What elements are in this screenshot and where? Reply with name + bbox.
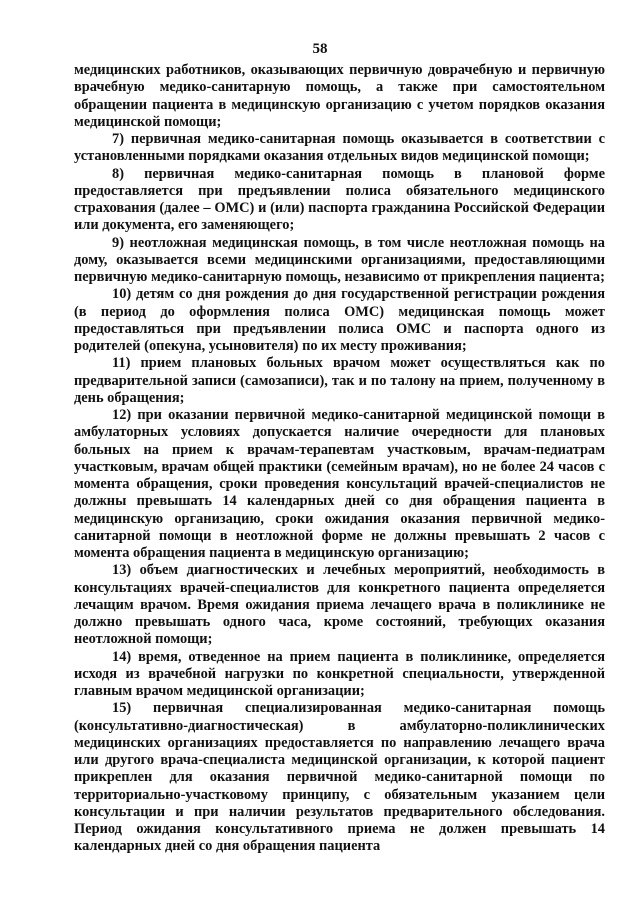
paragraph-item-13: 13) объем диагностических и лечебных мероприятий, необходимость в консультациях врачей-специалистов для конкретного пациента определяется лечащим врачом. Время ожидания приема лечащего врача в поликлинике не должно превышать одного часа, кроме состояний, требующих оказания неотложной помощи;	[74, 562, 605, 648]
paragraph-item-7: 7) первичная медико-санитарная помощь оказывается в соответствии с установленными порядками оказания отдельных видов медицинской помощи;	[74, 131, 605, 165]
paragraph-item-11: 11) прием плановых больных врачом может осуществляться как по предварительной записи (самозаписи), так и по талону на прием, полученному в день обращения;	[74, 355, 605, 406]
paragraph-item-8: 8) первичная медико-санитарная помощь в плановой форме предоставляется при предъявлении полиса обязательного медицинского страхования (далее – ОМС) и (или) паспорта гражданина Российской Федерации или документа, его заменяющего;	[74, 165, 605, 234]
paragraph-continuation: медицинских работников, оказывающих первичную доврачебную и первичную врачебную медико-санитарную помощь, а также при самостоятельном обращении пациента в медицинскую организацию с учетом порядков оказания медицинской помощи;	[74, 62, 605, 130]
paragraph-item-15: 15) первичная специализированная медико-санитарная помощь (консультативно-диагностическая) в амбулаторно-поликлинических медицинских организациях предоставляется по направлению лечащего врача или другого врача-специалиста медицинской организации, к которой пациент прикреплен для оказания первичной медико-санитарной помощи по территориально-участковому принципу, с обязательным указанием цели консультации и при наличии результатов предварительного обследования. Период ожидания консультативного приема не должен превышать 14 календарных дней со дня обращения пациента	[74, 700, 605, 855]
document-body	[74, 62, 605, 856]
paragraph-item-14: 14) время, отведенное на прием пациента в поликлинике, определяется исходя из врачебной нагрузки по конкретной специальности, утвержденной главным врачом медицинской организации;	[74, 648, 605, 699]
page-number: 58	[312, 41, 328, 57]
paragraph-item-12: 12) при оказании первичной медико-санитарной медицинской помощи в амбулаторных условиях допускается наличие очередности для плановых больных на прием к врачам-терапевтам участковым, врачам-педиатрам участковым, врачам общей практики (семейным врачам), но не более 24 часов с момента обращения, сроки проведения консультаций врачей-специалистов не должны превышать 14 календарных дней со дня обращения пациента в медицинскую организацию, сроки ожидания оказания первичной медико-санитарной помощи в неотложной форме не должны превышать 2 часов с момента обращения пациента в медицинскую организацию;	[74, 407, 605, 561]
paragraph-item-9: 9) неотложная медицинская помощь, в том числе неотложная помощь на дому, оказывается всеми медицинскими организациями, предоставляющими первичную медико-санитарную помощь, независимо от прикрепления пациента;	[74, 234, 605, 285]
paragraph-item-10: 10) детям со дня рождения до дня государственной регистрации рождения (в период до оформления полиса ОМС) медицинская помощь может предоставляться при предъявлении полиса ОМС и паспорта одного из родителей (опекуна, усыновителя) по их месту проживания;	[74, 286, 605, 354]
